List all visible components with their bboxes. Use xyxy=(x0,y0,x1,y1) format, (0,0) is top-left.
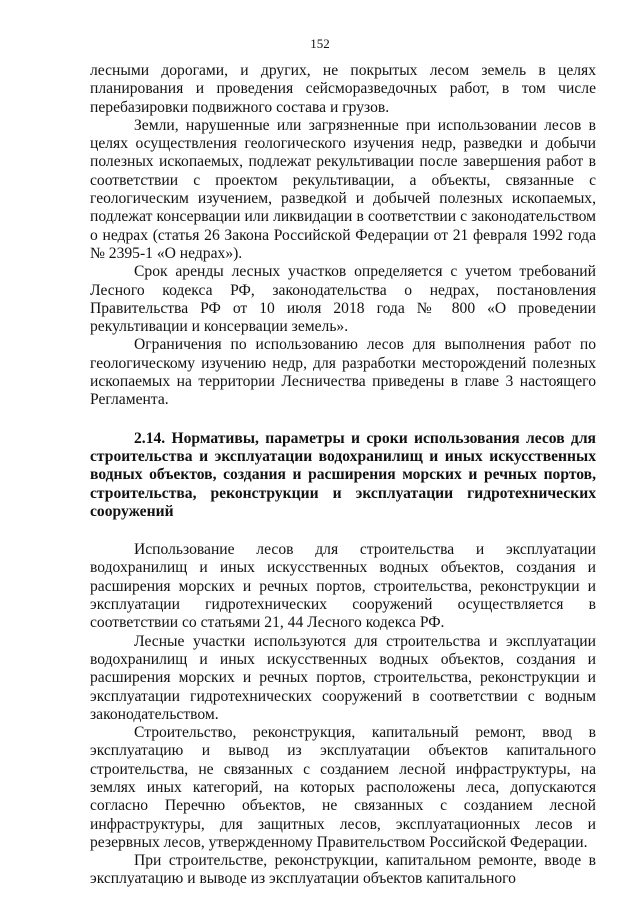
paragraph: Земли, нарушенные или загрязненные при использовании лесов в целях осуществления геологического изучения недр, разведки и добычи полезных ископаемых, подлежат рекультивации после завершения работ в соответствии с проектом рекультивации, а объекты, связанные с геологическим изучением, разведкой и добычей полезных ископаемых, подлежат консервации или ликвидации в соответствии с законодательством о недрах (статья 26 Закона Российской Федерации от 21 февраля 1992 года № 2395-1 «О недрах»). xyxy=(90,116,596,262)
paragraph: При строительстве, реконструкции, капитальном ремонте, вводе в эксплуатацию и выводе из эксплуатации объектов капитального xyxy=(90,852,596,888)
section-heading: 2.14. Нормативы, параметры и сроки использования лесов для строительства и эксплуатации водохранилищ и иных искусственных водных объектов, создания и расширения морских и речных портов, строительства, реконструкции и эксплуатации гидротехнических сооружений xyxy=(90,429,596,520)
paragraph: Строительство, реконструкция, капитальный ремонт, ввод в эксплуатацию и вывод из эксплуатации объектов капитального строительства, не связанных с созданием лесной инфраструктуры, на землях иных категорий, на которых расположены леса, допускаются согласно Перечню объектов, не связанных с созданием лесной инфраструктуры, для защитных лесов, эксплуатационных лесов и резервных лесов, утвержденному Правительством Российской Федерации. xyxy=(90,724,596,851)
paragraph: Ограничения по использованию лесов для выполнения работ по геологическому изучению недр, для разработки месторождений полезных ископаемых на территории Лесничества приведены в главе 3 настоящего Регламента. xyxy=(90,336,596,409)
paragraph: лесными дорогами, и других, не покрытых лесом земель в целях планирования и проведения сейсморазведочных работ, в том числе перебазировки подвижного состава и грузов. xyxy=(90,62,596,116)
paragraph: Использование лесов для строительства и эксплуатации водохранилищ и иных искусственных водных объектов, создания и расширения морских и речных портов, строительства, реконструкции и эксплуатации гидротехнических сооружений осуществляется в соответствии со статьями 21, 44 Лесного кодекса РФ. xyxy=(90,541,596,632)
paragraph: Срок аренды лесных участков определяется с учетом требований Лесного кодекса РФ, законодательства о недрах, постановления Правительства РФ от 10 июля 2018 года № 800 «О проведении рекультивации и консервации земель». xyxy=(90,263,596,336)
document-body xyxy=(90,62,596,889)
paragraph: Лесные участки используются для строительства и эксплуатации водохранилищ и иных искусственных водных объектов, создания и расширения морских и речных портов, строительства, реконструкции и эксплуатации гидротехнических сооружений в соответствии с водным законодательством. xyxy=(90,632,596,723)
page-number: 152 xyxy=(310,36,330,51)
